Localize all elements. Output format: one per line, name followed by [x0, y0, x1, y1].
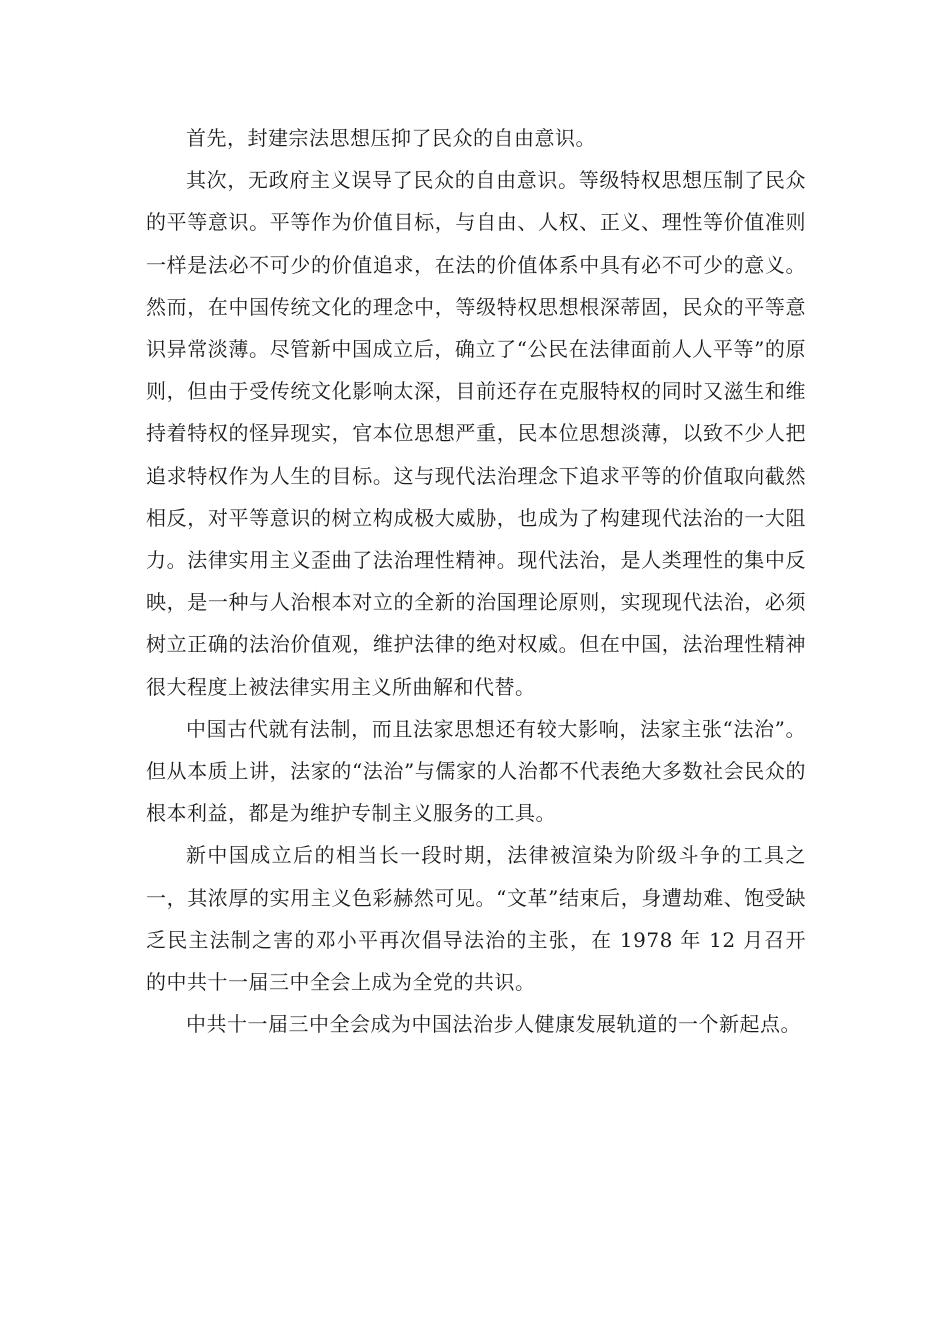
paragraph-2: 其次，无政府主义误导了民众的自由意识。等级特权思想压制了民众的平等意识。平等作为价值目标，与自由、人权、正义、理性等价值准则一样是法必不可少的价值追求，在法的价值体系中具有必不可少的意义。然而，在中国传统文化的理念中，等级特权思想根深蒂固，民众的平等意识异常淡薄。尽管新中国成立后，确立了“公民在法律面前人人平等”的原则，但由于受传统文化影响太深，目前还存在克服特权的同时又滋生和维持着特权的怪异现实，官本位思想严重，民本位思想淡薄，以致不少人把追求特权作为人生的目标。这与现代法治理念下追求平等的价值取向截然相反，对平等意识的树立构成极大威胁，也成为了构建现代法治的一大阻力。法律实用主义歪曲了法治理性精神。现代法治，是人类理性的集中反映，是一种与人治根本对立的全新的治国理论原则，实现现代法治，必须树立正确的法治价值观，维护法律的绝对权威。但在中国，法治理性精神很大程度上被法律实用主义所曲解和代替。 — [146, 168, 806, 699]
document-body — [146, 117, 806, 1045]
paragraph-5: 中共十一届三中全会成为中国法治步人健康发展轨道的一个新起点。 — [186, 1012, 801, 1037]
paragraph-3: 中国古代就有法制，而且法家思想还有较大影响，法家主张“法治”。但从本质上讲，法家的“法治”与儒家的人治都不代表绝大多数社会民众的根本利益，都是为维护专制主义服务的工具。 — [146, 716, 806, 826]
paragraph-4: 新中国成立后的相当长一段时期，法律被渲染为阶级斗争的工具之一，其浓厚的实用主义色彩赫然可见。“文革”结束后，身遭劫难、饱受缺乏民主法制之害的邓小平再次倡导法治的主张，在 1978 年 12 月召开的中共十一届三中全会上成为全党的共识。 — [146, 843, 806, 995]
paragraph-1: 首先，封建宗法思想压抑了民众的自由意识。 — [186, 126, 596, 150]
